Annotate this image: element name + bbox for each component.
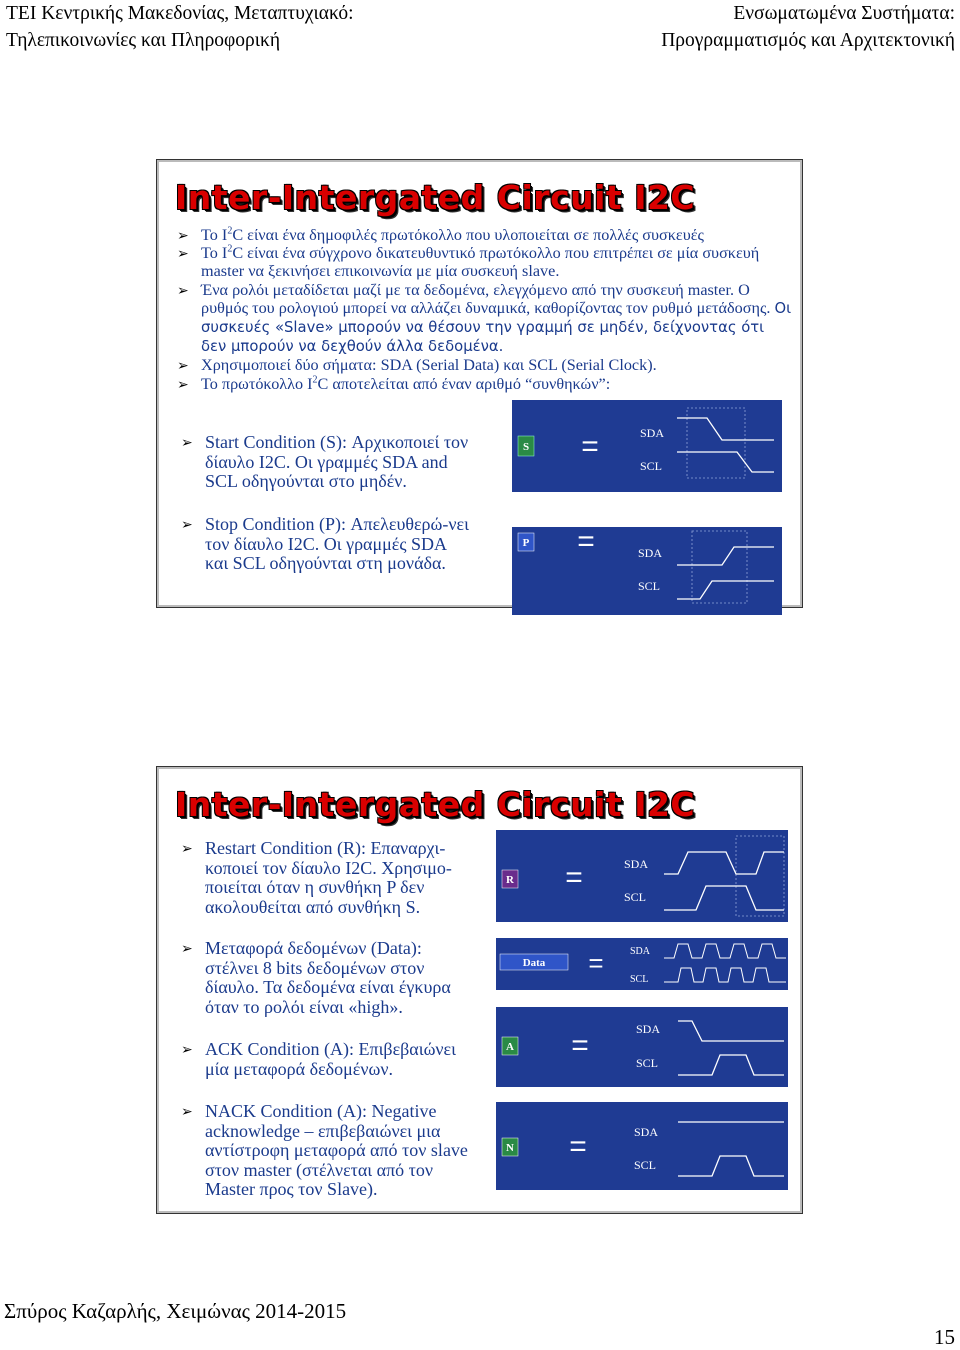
- start-condition-diagram: [512, 400, 782, 492]
- header-course-subtitle: Προγραμματισμός και Αρχιτεκτονική: [661, 30, 955, 51]
- bullet-2: ➢ Το $I^2C$ είναι ένα σύγχρονο δικατευθυντικό πρωτόκολλο που επιτρέπει σε μία συσκευή master να ξεκινήσει επικοινωνία με μία συσκευή slave.: [177, 243, 760, 281]
- arrow-bullet-icon: ➢: [177, 246, 189, 263]
- slide-2: [156, 766, 803, 1214]
- arrow-bullet-icon: ➢: [177, 228, 189, 244]
- sda-waveform: [664, 852, 784, 874]
- equals-sign: =: [569, 1130, 587, 1163]
- nack-condition-diagram: [496, 1102, 788, 1190]
- restart-badge-label: R: [506, 874, 514, 886]
- data-badge-label: Data: [522, 957, 546, 969]
- sda-label: SDA: [638, 546, 663, 560]
- ack-condition-diagram: [496, 1007, 788, 1087]
- data-transfer-diagram: [496, 938, 788, 990]
- arrow-bullet-icon: ➢: [181, 435, 193, 451]
- scl-label: SCL: [638, 579, 661, 593]
- footer-author: Σπύρος Καζαρλής, Χειμώνας 2014-2015: [4, 1299, 347, 1323]
- sda-label: SDA: [624, 857, 649, 871]
- header-right: [661, 0, 955, 54]
- start-condition-text: ➢ Start Condition (S): Αρχικοποιεί τον δίαυλο I2C. Οι γραμμές SDA and SCL οδηγούνται στο μηδέν.: [181, 432, 469, 491]
- equals-sign: =: [577, 527, 595, 558]
- scl-label: SCL: [640, 459, 663, 473]
- slide-2-title: Inter-Intergated Circuit I2C: [175, 785, 696, 824]
- equals-sign: =: [581, 430, 599, 463]
- arrow-bullet-icon: ➢: [177, 376, 189, 393]
- nack-badge-label: N: [506, 1142, 514, 1154]
- arrow-bullet-icon: ➢: [181, 517, 193, 533]
- stop-badge-label: P: [522, 537, 530, 549]
- sda-waveform: [678, 1021, 784, 1041]
- data-transfer-text: ➢ Μεταφορά δεδομένων (Data): στέλνει 8 bits δεδομένων στον δίαυλο. Τα δεδομένα είναι έγκυρα όταν το ρολόι είναι «high».: [181, 938, 451, 1017]
- sda-label: SDA: [634, 1125, 659, 1139]
- sda-waveform: [677, 418, 774, 440]
- arrow-bullet-icon: ➢: [181, 1042, 193, 1058]
- bullet-5: ➢ Το πρωτόκολλο $I^2C$ αποτελείται από έναν αριθμό “συνθηκών”:: [177, 374, 611, 393]
- equals-sign: =: [571, 1029, 589, 1062]
- arrow-bullet-icon: ➢: [177, 282, 189, 299]
- arrow-bullet-icon: ➢: [181, 1104, 193, 1120]
- scl-waveform: [678, 1055, 784, 1075]
- equals-sign: =: [565, 861, 583, 894]
- bullet-1: ➢ Το $I^2C$ είναι ένα δημοφιλές πρωτόκολλο που υλοποιείται σε πολλές συσκευές: [177, 225, 704, 244]
- sda-label: SDA: [636, 1022, 661, 1036]
- sda-waveform: [664, 944, 786, 958]
- header-program: Τηλεπικοινωνίες και Πληροφορική: [6, 30, 281, 51]
- slide-1-bullets: [177, 226, 792, 393]
- scl-waveform: [664, 968, 786, 982]
- restart-condition-diagram: [496, 830, 788, 922]
- restart-condition-text: ➢ Restart Condition (R): Επαναρχι-κοποιεί τον δίαυλο I2C. Χρησιμο-ποιείται όταν η συνθήκη P δεν ακολουθείται από συνθήκη S.: [181, 838, 452, 917]
- scl-label: SCL: [630, 974, 649, 985]
- header-course: Ενσωματωμένα Συστήματα:: [733, 3, 955, 24]
- sda-label: SDA: [640, 426, 665, 440]
- arrow-bullet-icon: ➢: [181, 841, 193, 857]
- scl-label: SCL: [634, 1158, 657, 1172]
- sda-waveform: [677, 547, 774, 565]
- scl-waveform: [678, 1156, 784, 1176]
- arrow-bullet-icon: ➢: [181, 941, 193, 957]
- arrow-bullet-icon: ➢: [177, 358, 189, 375]
- scl-waveform: [677, 581, 774, 599]
- scl-label: SCL: [624, 890, 647, 904]
- page-number: 15: [934, 1325, 955, 1349]
- bullet-3: ➢ Ένα ρολόι μεταδίδεται μαζί με τα δεδομένα, ελεγχόμενο από την συσκευή master. Ο ρυθμός του ρολογιού μπορεί να αλλάζει δυναμικά, καθορίζοντας τον ρυθμό μετάδοσης. Οι συσκευές «Slave» μπορούν να θέσουν την γραμμή σε μηδέν, δείχνοντας ότι δεν μπορούν να δεχθούν άλλα δεδομένα.: [177, 280, 792, 356]
- ack-condition-text: ➢ ACK Condition (A): Επιβεβαιώνει μία μεταφορά δεδομένων.: [181, 1039, 456, 1079]
- stop-condition-text: ➢ Stop Condition (P): Απελευθερώ-νει τον δίαυλο I2C. Οι γραμμές SDA και SCL οδηγούνται στη μονάδα.: [181, 514, 469, 573]
- slide-1-title: Inter-Intergated Circuit I2C: [175, 178, 696, 217]
- scl-waveform: [664, 886, 784, 910]
- header-institution: ΤΕΙ Κεντρικής Μακεδονίας, Μεταπτυχιακό:: [6, 3, 354, 24]
- bullet-4: ➢ Χρησιμοποιεί δύο σήματα: SDA (Serial Data) και SCL (Serial Clock).: [177, 356, 657, 375]
- ack-badge-label: A: [506, 1041, 514, 1053]
- start-badge-label: S: [522, 441, 530, 453]
- equals-sign: =: [588, 948, 604, 978]
- sda-label: SDA: [630, 946, 651, 957]
- stop-condition-diagram: [512, 527, 782, 615]
- header-left: [6, 0, 354, 54]
- scl-waveform: [677, 452, 774, 472]
- scl-label: SCL: [636, 1056, 659, 1070]
- slide-1: [156, 159, 803, 608]
- nack-condition-text: ➢ NACK Condition (A): Negative acknowledge – επιβεβαιώνει μια αντίστροφη μεταφορά από τον slave στον master (στέλνεται από τον Master προς τον Slave).: [181, 1101, 468, 1199]
